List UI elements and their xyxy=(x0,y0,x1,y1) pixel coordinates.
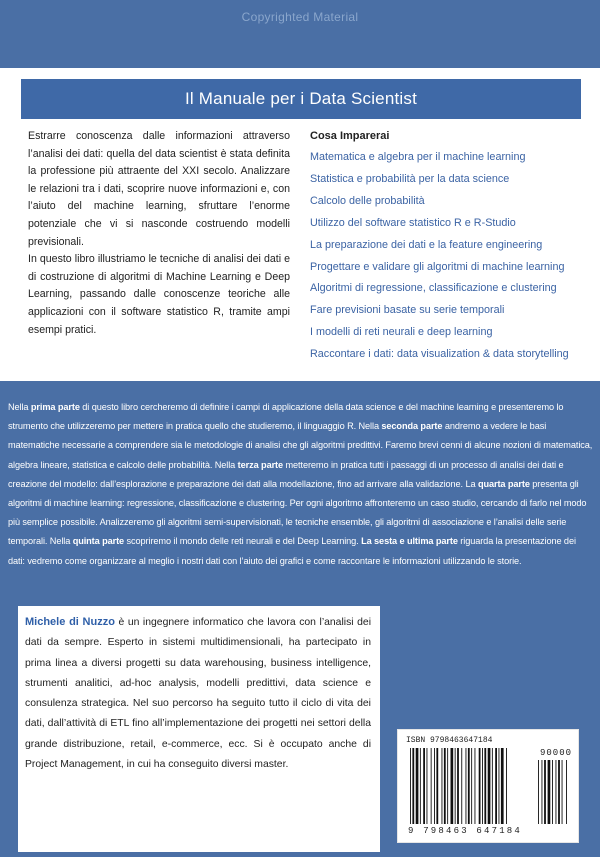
part-label: prima parte xyxy=(30,402,80,412)
part-label: terza parte xyxy=(237,459,284,470)
parts-description xyxy=(8,398,594,571)
part-label: quarta parte xyxy=(477,478,530,489)
book-title: Il Manuale per i Data Scientist xyxy=(184,89,418,108)
learn-item: Statistica e probabilità per la data science xyxy=(310,172,510,185)
intro-paragraph-2: In questo libro illustriamo le tecniche di analisi dei dati e di costruzione di algoritmi di Machine Learning e Deep Learning, passando dalle conoscenze teoriche alle applicazioni con il software statistico R, tramite ampi esempi pratici. xyxy=(28,253,290,336)
learn-item: Calcolo delle probabilità xyxy=(310,194,425,207)
author-bio xyxy=(25,612,371,775)
learn-item: Utilizzo del software statistico R e R-Studio xyxy=(310,216,516,229)
parts-text: metteremo in pratica tutti i passaggi di un processo di analisi dei dati e creazione del modello: dall’esplorazione e preparazione dei dati alla modellazione, fino ad arrivare alla validazione. La xyxy=(8,459,564,489)
barcode-addon: 90000 xyxy=(540,748,573,758)
parts-text: Nella xyxy=(8,402,31,412)
parts-text: andremo a vedere le basi matematiche necessarie a comprendere sia le metodologie di analisi che gli algoritmi predittivi. Faremo brevi cenni di alcune nozioni di matematica, algebra lineare, statistica e calcolo delle probabilità. Nella xyxy=(8,421,593,470)
learn-item: La preparazione dei dati e la feature engineering xyxy=(310,238,543,251)
parts-text: di questo libro cercheremo di definire i campi di applicazione della data science e del machine learning e presenteremo lo strumento che utilizzeremo per mettere in pratica quello che studieremo, il linguaggio R. Nella xyxy=(8,402,564,432)
intro-text xyxy=(28,128,290,339)
parts-paragraph xyxy=(8,398,594,571)
part-label: La sesta e ultima parte xyxy=(361,536,458,547)
barcode-box xyxy=(397,729,579,843)
learn-list xyxy=(310,147,590,366)
parts-text: riguarda la presentazione dei dati: vedremo come organizzare al meglio i nostri dati con l’aiuto dei grafici e come raccontare le informazioni utilizzando le storie. xyxy=(8,536,576,566)
part-label: seconda parte xyxy=(381,421,443,432)
learn-item: Algoritmi di regressione, classificazione e clustering xyxy=(310,282,557,295)
learn-item: Progettare e validare gli algoritmi di machine learning xyxy=(310,260,565,273)
learn-section xyxy=(310,130,590,366)
barcode-digits: 9 798463 647184 xyxy=(408,826,523,836)
book-title-bar xyxy=(21,79,581,119)
watermark: Copyrighted Material xyxy=(241,10,359,24)
learn-heading: Cosa Imparerai xyxy=(310,130,390,142)
parts-text: scopriremo il mondo delle reti neurali e del Deep Learning. xyxy=(124,536,362,547)
learn-item: Matematica e algebra per il machine learning xyxy=(310,151,526,163)
intro-paragraph-1: Estrarre conoscenza dalle informazioni attraverso l’analisi dei dati: quella del data scientist è stata definita la professione più attraente del XXI secolo. Analizzare le relazioni tra i dati, scoprire nuove informazioni e, con l’aiuto del machine learning, sfruttare l’enorme potenziale che vi si nasconde costruendo modelli previsionali. xyxy=(28,130,290,248)
learn-item: Raccontare i dati: data visualization & data storytelling xyxy=(310,348,569,361)
author-paragraph xyxy=(25,612,371,775)
isbn-label: ISBN 9798463647184 xyxy=(406,736,493,745)
learn-item: Fare previsioni basate su serie temporali xyxy=(310,304,505,317)
author-name: Michele di Nuzzo xyxy=(25,616,115,628)
part-label: quinta parte xyxy=(72,536,125,547)
author-bio-text: è un ingegnere informatico che lavora con l’analisi dei dati da sempre. Esperto in sistemi multidimensionali, ha partecipato in prima linea a diversi progetti su data warehousing, business intelligence, strumenti analitici, ad-hoc analysis, modelli predittivi, data science e consulenza strategica. Nel suo percorso ha seguito tutto il ciclo di vita dei dati, dall’attività di ETL fino all’implementazione dei progetti nei settori della grande distribuzione, retail, e-commerce, ecc. Si è occupato anche di Project Management, in cui ha conseguito diversi master. xyxy=(25,617,371,771)
parts-text: presenta gli algoritmi di machine learning: regressione, classificazione e clustering. Per ogni algoritmo affronteremo un caso studio, cercando di farlo nel modo più semplice possibile. Analizzeremo gli algoritmi semi-supervisionati, le tecniche ensemble, gli algoritmi di associazione e l’analisi delle serie temporali. Nella xyxy=(8,478,587,547)
learn-item: I modelli di reti neurali e deep learning xyxy=(310,326,493,339)
